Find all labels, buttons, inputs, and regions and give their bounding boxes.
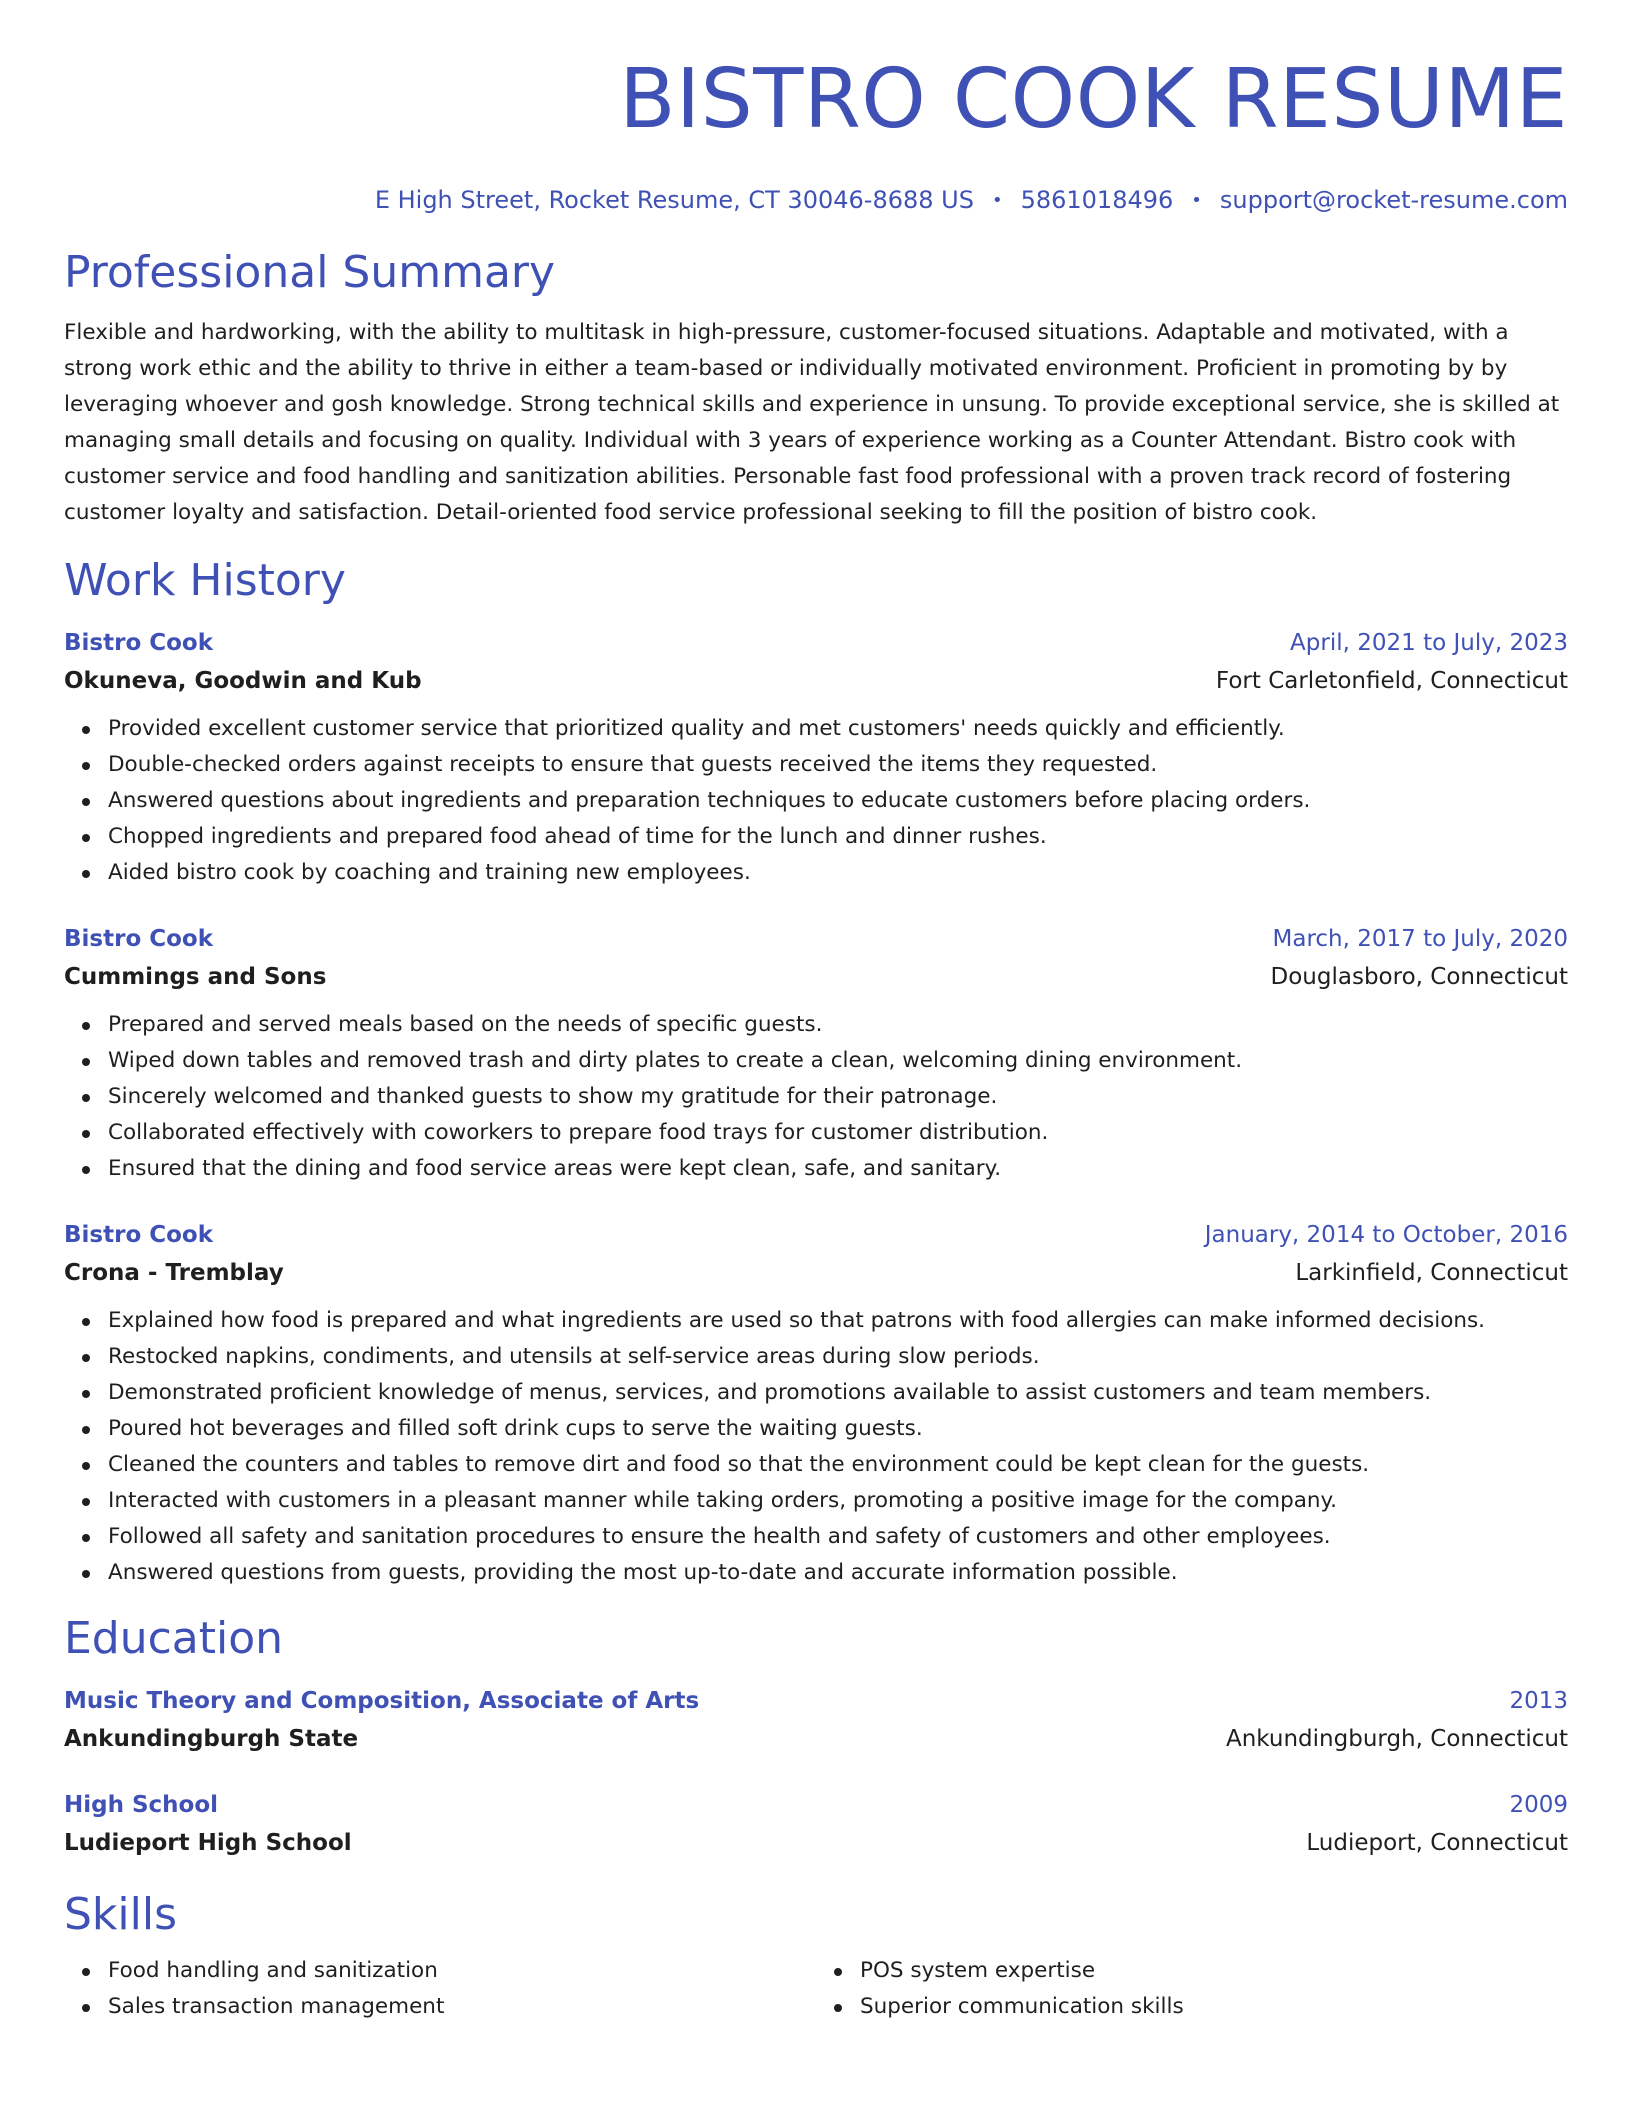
education-school: Ludieport High School bbox=[64, 1830, 352, 1856]
bullet-item: Chopped ingredients and prepared food ahead of time for the lunch and dinner rushes. bbox=[108, 819, 1568, 855]
bullet-item: Aided bistro cook by coaching and training new employees. bbox=[108, 855, 1568, 891]
job-bullets bbox=[64, 1303, 1568, 1591]
skills-heading: Skills bbox=[64, 1889, 178, 1940]
contact-phone: 5861018496 bbox=[1020, 186, 1174, 214]
job-location: Larkinfield, Connecticut bbox=[1295, 1260, 1568, 1286]
skills-column-left bbox=[64, 1953, 816, 2025]
job-dates: January, 2014 to October, 2016 bbox=[1204, 1222, 1568, 1248]
bullet-item: Interacted with customers in a pleasant manner while taking orders, promoting a positive image for the company. bbox=[108, 1483, 1568, 1519]
bullet-item: Answered questions about ingredients and preparation techniques to educate customers before placing orders. bbox=[108, 783, 1568, 819]
summary-text: Flexible and hardworking, with the ability to multitask in high-pressure, customer-focused situations. Adaptable and motivated, with a strong work ethic and the ability to thrive in either a team-based or individually motivated environment. Proficient in promoting by by leveraging whoever and gosh knowledge. Strong technical skills and experience in unsung. To provide exceptional service, she is skilled at managing small details and focusing on quality. Individual with 3 years of experience working as a Counter Attendant. Bistro cook with customer service and food handling and sanitization abilities. Personable fast food professional with a proven track record of fostering customer loyalty and satisfaction. Detail-oriented food service professional seeking to fill the position of bistro cook. bbox=[64, 320, 1560, 525]
bullet-item: Double-checked orders against receipts to ensure that guests received the items they requested. bbox=[108, 747, 1568, 783]
education-school: Ankundingburgh State bbox=[64, 1726, 359, 1752]
education-heading: Education bbox=[64, 1613, 284, 1664]
job-title: Bistro Cook bbox=[64, 630, 214, 656]
education-entry bbox=[64, 1787, 1568, 1863]
resume-title: BISTRO COOK RESUME bbox=[619, 52, 1568, 147]
job-company: Cummings and Sons bbox=[64, 964, 327, 990]
education-entry bbox=[64, 1683, 1568, 1759]
bullet-item: Explained how food is prepared and what ingredients are used so that patrons with food allergies can make informed decisions. bbox=[108, 1303, 1568, 1339]
education-location: Ankundingburgh, Connecticut bbox=[1225, 1726, 1568, 1752]
education-degree: Music Theory and Composition, Associate of Arts bbox=[64, 1688, 700, 1714]
job-dates: April, 2021 to July, 2023 bbox=[1290, 630, 1568, 656]
bullet-item: Demonstrated proficient knowledge of menus, services, and promotions available to assist customers and team members. bbox=[108, 1375, 1568, 1411]
skill-item: Superior communication skills bbox=[860, 1989, 1568, 2025]
job-bullets bbox=[64, 711, 1568, 891]
job-location: Douglasboro, Connecticut bbox=[1270, 964, 1568, 990]
skill-item: Food handling and sanitization bbox=[108, 1953, 816, 1989]
skills-list bbox=[64, 1953, 1568, 2025]
bullet-item: Poured hot beverages and filled soft drink cups to serve the waiting guests. bbox=[108, 1411, 1568, 1447]
job-location: Fort Carletonfield, Connecticut bbox=[1215, 668, 1568, 694]
work-history-heading: Work History bbox=[64, 555, 346, 606]
skills-column-right bbox=[816, 1953, 1568, 2025]
job-company: Okuneva, Goodwin and Kub bbox=[64, 668, 422, 694]
contact-separator: • bbox=[991, 190, 1003, 211]
contact-line bbox=[64, 184, 1568, 217]
contact-address: E High Street, Rocket Resume, CT 30046-8688 US bbox=[374, 186, 974, 214]
bullet-item: Cleaned the counters and tables to remove dirt and food so that the environment could be kept clean for the guests. bbox=[108, 1447, 1568, 1483]
job-title: Bistro Cook bbox=[64, 926, 214, 952]
skill-item: Sales transaction management bbox=[108, 1989, 816, 2025]
bullet-item: Collaborated effectively with coworkers to prepare food trays for customer distribution. bbox=[108, 1115, 1568, 1151]
bullet-item: Sincerely welcomed and thanked guests to show my gratitude for their patronage. bbox=[108, 1079, 1568, 1115]
skill-item: POS system expertise bbox=[860, 1953, 1568, 1989]
job-title: Bistro Cook bbox=[64, 1222, 214, 1248]
job-entry bbox=[64, 921, 1568, 1187]
contact-separator: • bbox=[1191, 190, 1202, 211]
bullet-item: Ensured that the dining and food service areas were kept clean, safe, and sanitary. bbox=[108, 1151, 1568, 1187]
job-entry bbox=[64, 1217, 1568, 1591]
education-year: 2013 bbox=[1509, 1688, 1568, 1714]
education-year: 2009 bbox=[1509, 1792, 1568, 1818]
summary-heading: Professional Summary bbox=[64, 247, 556, 298]
bullet-item: Wiped down tables and removed trash and dirty plates to create a clean, welcoming dining environment. bbox=[108, 1043, 1568, 1079]
bullet-item: Followed all safety and sanitation procedures to ensure the health and safety of customers and other employees. bbox=[108, 1519, 1568, 1555]
education-location: Ludieport, Connecticut bbox=[1306, 1830, 1568, 1856]
bullet-item: Answered questions from guests, providing the most up-to-date and accurate information possible. bbox=[108, 1555, 1568, 1591]
contact-email[interactable]: support@rocket-resume.com bbox=[1219, 186, 1568, 214]
job-dates: March, 2017 to July, 2020 bbox=[1272, 926, 1568, 952]
bullet-item: Provided excellent customer service that prioritized quality and met customers' needs quickly and efficiently. bbox=[108, 711, 1568, 747]
job-bullets bbox=[64, 1007, 1568, 1187]
education-degree: High School bbox=[64, 1792, 219, 1818]
bullet-item: Prepared and served meals based on the needs of specific guests. bbox=[108, 1007, 1568, 1043]
job-company: Crona - Tremblay bbox=[64, 1260, 284, 1286]
bullet-item: Restocked napkins, condiments, and utensils at self-service areas during slow periods. bbox=[108, 1339, 1568, 1375]
job-entry bbox=[64, 625, 1568, 891]
